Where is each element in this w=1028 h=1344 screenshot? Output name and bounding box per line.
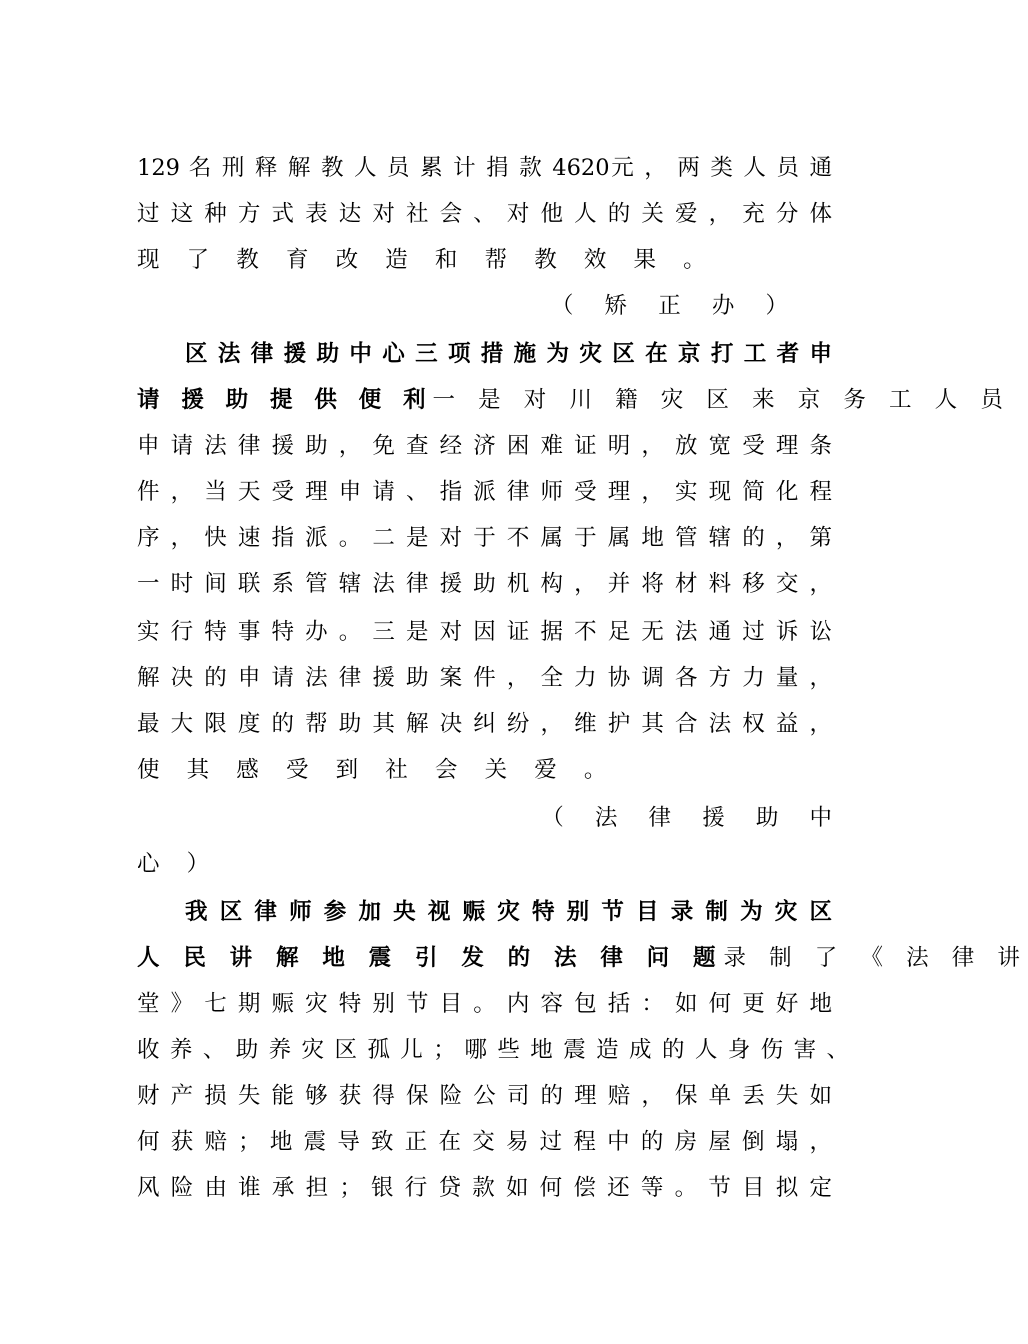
section-title: 人 民 讲 解 地 震 引 发 的 法 律 问 题 [137,945,724,971]
body-text-line: 最 大 限 度 的 帮 助 其 解 决 纠 纷 ， 维 护 其 合 法 权 益 ， [137,711,832,737]
body-text-line: 使 其 感 受 到 社 会 关 爱 。 [137,757,617,783]
title-and-body-line [137,941,1028,975]
title-and-body-line [137,383,1011,417]
body-text-line: 件 ， 当 天 受 理 申 请 、 指 派 律 师 受 理 ， 实 现 简 化 程 [137,479,832,505]
body-text-line: 堂 》 七 期 赈 灾 特 别 节 目 。 内 容 包 括 ： 如 何 更 好 地 [137,991,832,1017]
section-title: 我 区 律 师 参 加 央 视 赈 灾 特 别 节 目 录 制 为 灾 区 [185,899,832,925]
signature-text: （ 法 律 援 助 中 [541,805,844,831]
body-text: 一 是 对 川 籍 灾 区 来 京 务 工 人 员 [432,387,1011,413]
body-text-line: 实 行 特 事 特 办 。 三 是 对 因 证 据 不 足 无 法 通 过 诉 讼 [137,619,832,645]
body-text-line: 现 了 教 育 改 造 和 帮 教 效 果 。 [137,247,716,273]
body-text-line: 收 养 、 助 养 灾 区 孤 儿 ； 哪 些 地 震 造 成 的 人 身 伤 害 、 [137,1037,849,1063]
body-text-line: 129 名 刑 释 解 教 人 员 累 计 捐 款 4620元 ， 两 类 人 员 通 [137,155,832,181]
section-title: 区 法 律 援 助 中 心 三 项 措 施 为 灾 区 在 京 打 工 者 申 [185,341,832,367]
body-text: 录 制 了 《 法 律 讲 [723,945,1028,971]
body-text-line: 解 决 的 申 请 法 律 援 助 案 件 ， 全 力 协 调 各 方 力 量 ， [137,665,832,691]
body-text-line: 序 ， 快 速 指 派 。 二 是 对 于 不 属 于 属 地 管 辖 的 ， 第 [137,525,832,551]
body-text-line: 风 险 由 谁 承 担 ； 银 行 贷 款 如 何 偿 还 等 。 节 目 拟 定 [137,1175,832,1201]
body-text-line: 过 这 种 方 式 表 达 对 社 会 、 对 他 人 的 关 爱 ， 充 分 体 [137,201,832,227]
body-text-line: 何 获 赔 ； 地 震 导 致 正 在 交 易 过 程 中 的 房 屋 倒 塌 ， [137,1129,832,1155]
section-title: 请 援 助 提 供 便 利 [137,387,433,413]
body-text-line: 申 请 法 律 援 助 ， 免 查 经 济 困 难 证 明 ， 放 宽 受 理 条 [137,433,832,459]
body-text-line: 财 产 损 失 能 够 获 得 保 险 公 司 的 理 赔 ， 保 单 丢 失 如 [137,1083,832,1109]
body-text-line: 一 时 间 联 系 管 辖 法 律 援 助 机 构 ， 并 将 材 料 移 交 ， [137,571,832,597]
signature-text: （ 矫 正 办 ） [550,293,800,319]
signature-text: 心 ） [137,851,220,877]
